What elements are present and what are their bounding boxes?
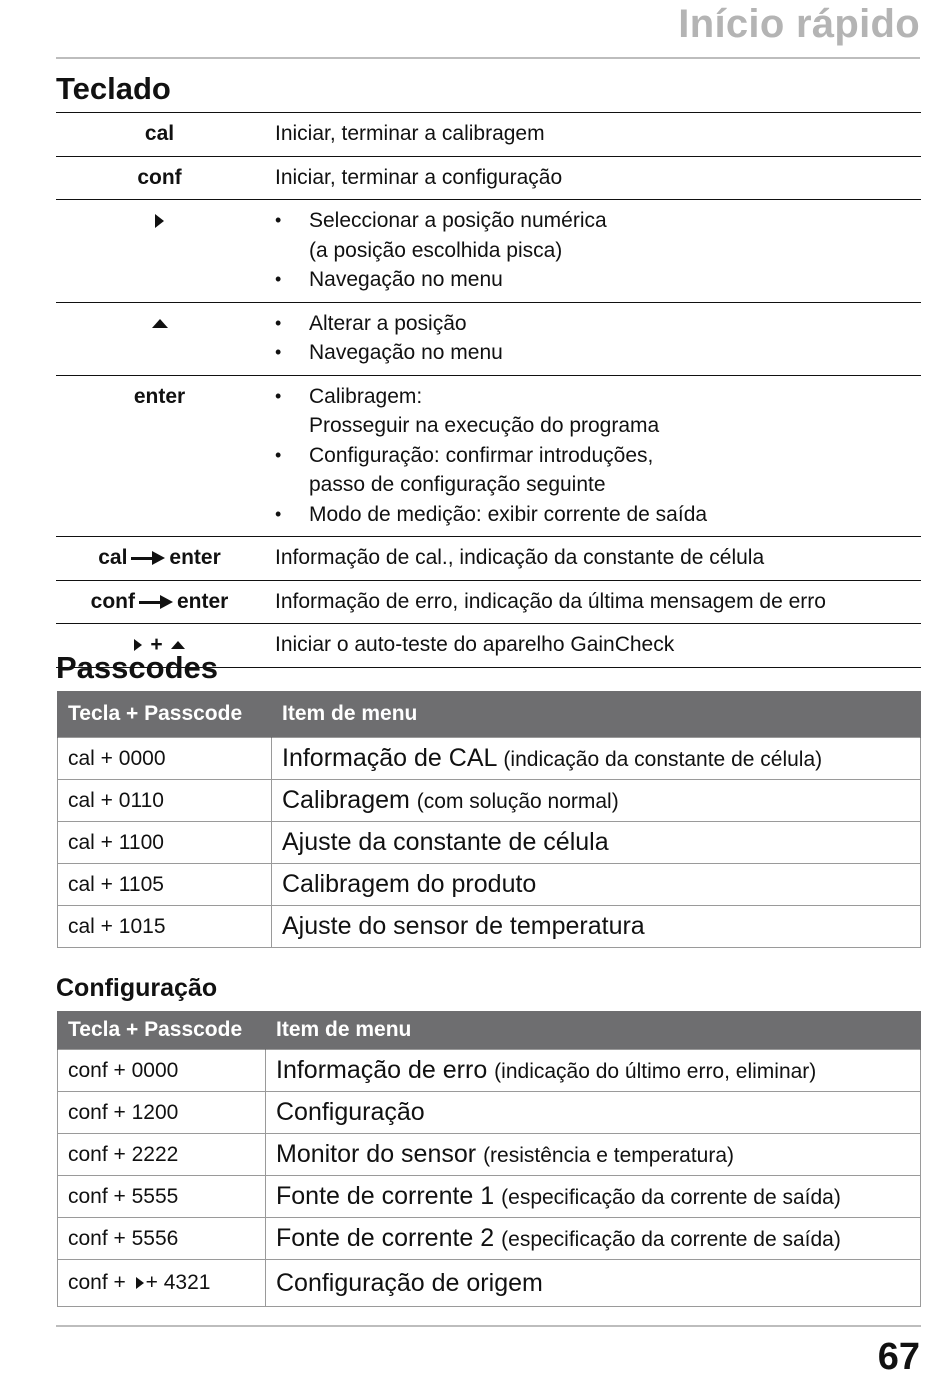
column-header: Item de menu bbox=[272, 691, 921, 738]
table-row bbox=[58, 1134, 921, 1176]
list-item bbox=[275, 206, 921, 265]
passcode-cell: conf + 1200 bbox=[58, 1092, 266, 1134]
menu-item-cell bbox=[272, 864, 921, 906]
menu-item-label: Configuração de origem bbox=[276, 1268, 543, 1297]
description-cell bbox=[275, 302, 921, 375]
arrow-right-icon bbox=[139, 595, 173, 609]
bullet-text: • Configuração: confirmar introduções, bbox=[309, 443, 654, 467]
passcodes-table bbox=[57, 691, 921, 948]
bullet-text: • Modo de medição: exibir corrente de saída bbox=[309, 502, 708, 526]
table-row bbox=[56, 580, 921, 624]
key-label: enter bbox=[169, 546, 221, 569]
table-row bbox=[58, 822, 921, 864]
table-row bbox=[56, 156, 921, 200]
list-item bbox=[275, 382, 921, 441]
description-cell: Iniciar, terminar a calibragem bbox=[275, 113, 921, 157]
menu-item-cell bbox=[266, 1260, 921, 1307]
menu-item-label: Informação de CAL bbox=[282, 744, 497, 772]
table-row bbox=[58, 1218, 921, 1260]
plus-sign: + bbox=[150, 633, 163, 656]
menu-item-cell bbox=[272, 780, 921, 822]
table-row bbox=[56, 537, 921, 581]
key-cell bbox=[56, 537, 275, 581]
menu-item-label: Calibragem bbox=[282, 786, 410, 814]
passcode-cell: cal + 1015 bbox=[58, 906, 272, 948]
description-cell: Iniciar o auto-teste do aparelho GainCheck bbox=[275, 624, 921, 668]
menu-item-label: Ajuste do sensor de temperatura bbox=[282, 912, 645, 940]
bullet-text: passo de configuração seguinte bbox=[309, 473, 606, 496]
keypad-heading: Teclado bbox=[56, 71, 171, 106]
menu-item-cell bbox=[266, 1092, 921, 1134]
column-header: Tecla + Passcode bbox=[58, 1011, 266, 1050]
page-header bbox=[56, 0, 920, 59]
key-label: cal bbox=[98, 546, 128, 569]
description-cell: Informação de cal., indicação da constante de célula bbox=[275, 537, 921, 581]
menu-item-label: Monitor do sensor bbox=[276, 1140, 477, 1168]
triangle-right-icon bbox=[155, 214, 164, 228]
passcode-cell: conf + 0000 bbox=[58, 1050, 266, 1092]
menu-item-note: (com solução normal) bbox=[416, 790, 619, 813]
passcodes-heading: Passcodes bbox=[56, 650, 218, 685]
key-cell: conf bbox=[56, 156, 275, 200]
key-cell: cal bbox=[56, 113, 275, 157]
table-row bbox=[58, 738, 921, 780]
keypad-table bbox=[56, 112, 921, 668]
menu-item-cell bbox=[272, 738, 921, 780]
key-label: enter bbox=[176, 589, 229, 613]
menu-item-cell bbox=[266, 1176, 921, 1218]
triangle-up-icon bbox=[152, 319, 168, 328]
key-cell bbox=[56, 200, 275, 303]
table-row bbox=[58, 906, 921, 948]
footer-divider bbox=[56, 1325, 921, 1327]
menu-item-label: Calibragem do produto bbox=[282, 870, 537, 898]
triangle-up-icon bbox=[171, 641, 185, 649]
description-cell bbox=[275, 200, 921, 303]
key-cell: enter bbox=[56, 375, 275, 537]
passcode-cell: conf + 2222 bbox=[58, 1134, 266, 1176]
menu-item-cell bbox=[272, 822, 921, 864]
menu-item-note: (indicação do último erro, eliminar) bbox=[494, 1060, 817, 1083]
table-header-row bbox=[58, 691, 921, 738]
menu-item-note: (indicação da constante de célula) bbox=[503, 748, 823, 771]
key-label: conf bbox=[90, 589, 135, 613]
menu-item-cell bbox=[272, 906, 921, 948]
table-row bbox=[56, 375, 921, 537]
list-item bbox=[275, 309, 921, 339]
list-item bbox=[275, 441, 921, 500]
table-row bbox=[58, 1176, 921, 1218]
configuration-heading: Configuração bbox=[56, 974, 218, 1002]
table-row bbox=[58, 780, 921, 822]
arrow-right-icon bbox=[131, 551, 165, 565]
list-item bbox=[275, 265, 921, 295]
menu-item-label: Fonte de corrente 1 bbox=[276, 1182, 495, 1210]
key-cell bbox=[56, 580, 275, 624]
passcode-cell bbox=[58, 1260, 266, 1307]
bullet-text: • Seleccionar a posição numérica bbox=[309, 209, 607, 232]
menu-item-note: (resistência e temperatura) bbox=[483, 1144, 734, 1167]
column-header: Item de menu bbox=[266, 1011, 921, 1050]
column-header: Tecla + Passcode bbox=[58, 691, 272, 738]
menu-item-label: Informação de erro bbox=[276, 1056, 488, 1084]
table-header-row bbox=[58, 1011, 921, 1050]
bullet-text: • Alterar a posição bbox=[309, 311, 467, 335]
table-row bbox=[56, 113, 921, 157]
bullet-text: • Navegação no menu bbox=[309, 268, 503, 291]
passcode-cell: cal + 0000 bbox=[58, 738, 272, 780]
menu-item-cell bbox=[266, 1134, 921, 1176]
page-title: Início rápido bbox=[678, 2, 920, 46]
bullet-text: • Calibragem: bbox=[309, 384, 423, 408]
passcode-cell: cal + 1105 bbox=[58, 864, 272, 906]
key-cell bbox=[56, 302, 275, 375]
menu-item-label: Ajuste da constante de célula bbox=[282, 828, 609, 856]
passcode-cell: cal + 0110 bbox=[58, 780, 272, 822]
page-number: 67 bbox=[877, 1336, 920, 1378]
table-row bbox=[56, 302, 921, 375]
bullet-text: • Navegação no menu bbox=[309, 341, 503, 364]
list-item bbox=[275, 338, 921, 368]
table-row bbox=[58, 1050, 921, 1092]
table-row bbox=[58, 1092, 921, 1134]
menu-item-note: (especificação da corrente de saída) bbox=[501, 1228, 841, 1251]
description-cell: Informação de erro, indicação da última mensagem de erro bbox=[275, 580, 921, 624]
list-item bbox=[275, 500, 921, 530]
table-row bbox=[58, 1260, 921, 1307]
table-row bbox=[56, 200, 921, 303]
table-row bbox=[58, 864, 921, 906]
triangle-right-icon bbox=[136, 1277, 144, 1289]
passcode-cell: cal + 1100 bbox=[58, 822, 272, 864]
description-cell: Iniciar, terminar a configuração bbox=[275, 156, 921, 200]
passcode-part: conf + bbox=[68, 1271, 126, 1294]
menu-item-note: (especificação da corrente de saída) bbox=[501, 1186, 841, 1209]
menu-item-label: Configuração bbox=[276, 1098, 425, 1126]
description-cell bbox=[275, 375, 921, 537]
menu-item-cell bbox=[266, 1050, 921, 1092]
passcode-cell: conf + 5556 bbox=[58, 1218, 266, 1260]
bullet-text: Prosseguir na execução do programa bbox=[309, 414, 660, 437]
bullet-text: (a posição escolhida pisca) bbox=[309, 238, 563, 262]
menu-item-label: Fonte de corrente 2 bbox=[276, 1224, 495, 1252]
passcode-cell: conf + 5555 bbox=[58, 1176, 266, 1218]
configuration-table bbox=[57, 1011, 921, 1307]
passcode-part: + 4321 bbox=[145, 1271, 211, 1294]
menu-item-cell bbox=[266, 1218, 921, 1260]
